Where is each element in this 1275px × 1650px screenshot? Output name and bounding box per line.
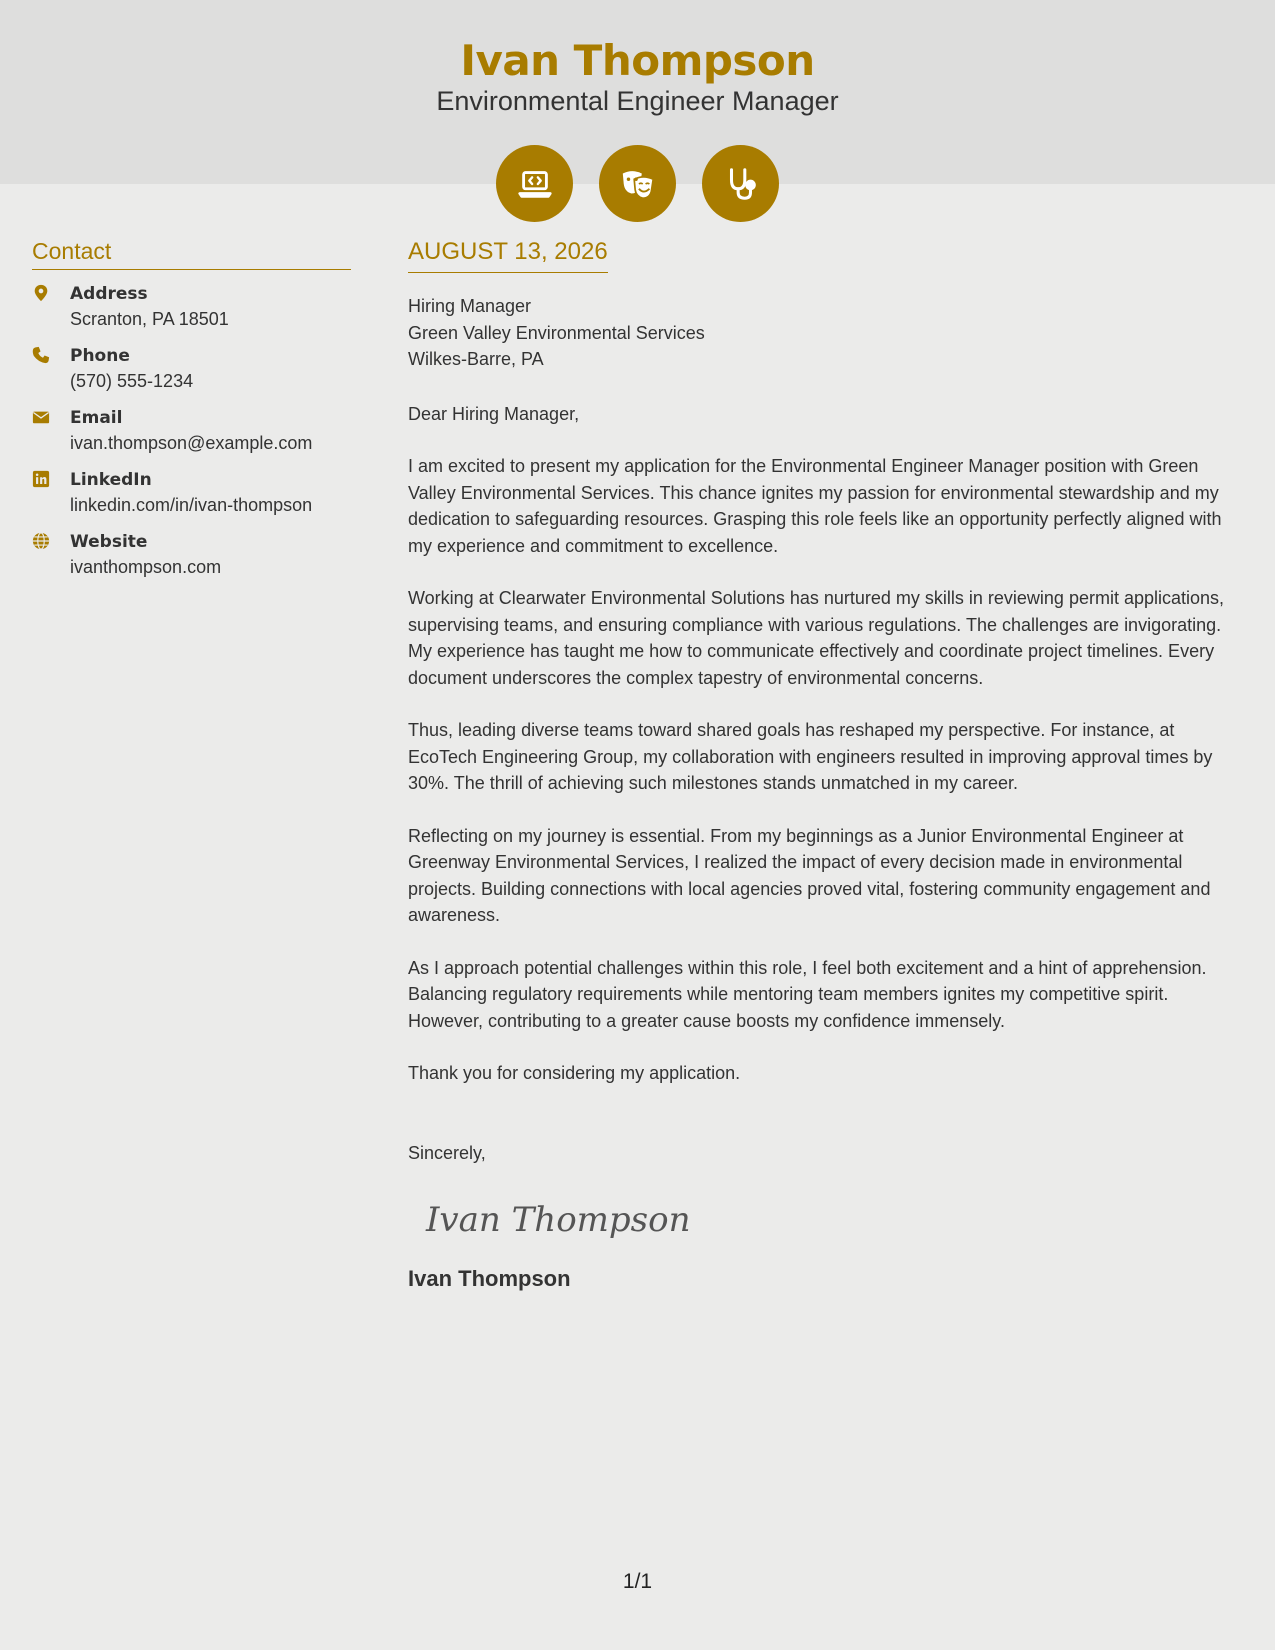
contact-list: [32, 282, 351, 580]
contact-value: Scranton, PA 18501: [70, 309, 229, 329]
signature: Ivan Thompson: [426, 1200, 691, 1240]
phone-icon: [32, 344, 70, 394]
contact-website: [32, 530, 351, 580]
recipient-block: [408, 293, 1248, 373]
paragraph: Thank you for considering my application.: [408, 1063, 741, 1083]
contact-label: LinkedIn: [70, 470, 152, 490]
contact-value: linkedin.com/in/ivan-thompson: [70, 495, 313, 515]
sidebar: [32, 238, 351, 592]
contact-value: ivan.thompson@example.com: [70, 433, 313, 453]
contact-heading: Contact: [32, 238, 351, 270]
contact-label: Phone: [70, 346, 130, 366]
job-title: Environmental Engineer Manager: [436, 86, 839, 116]
recipient-line: Wilkes-Barre, PA: [408, 349, 544, 369]
envelope-icon: [32, 406, 70, 456]
page-number: 1/1: [622, 1570, 653, 1593]
letter-body: [408, 238, 1248, 1292]
linkedin-icon: [32, 468, 70, 518]
recipient-line: Hiring Manager: [408, 296, 532, 316]
paragraph: As I approach potential challenges within this role, I feel both excitement and a hint of apprehension. Balancing regulatory requirements while mentoring team members ignites my competitive spirit. However, contributing to a greater cause boosts my confidence immensely.: [408, 957, 1207, 1031]
contact-linkedin: [32, 468, 351, 518]
salutation: Dear Hiring Manager,: [408, 403, 580, 424]
contact-label: Address: [70, 284, 148, 304]
closing: Sincerely,: [408, 1142, 486, 1163]
paragraph: Reflecting on my journey is essential. From my beginnings as a Junior Environmental Engineer at Greenway Environmental Services, I realized the impact of every decision made in environmental projects. Building connections with local agencies proved vital, fostering community engagement and awareness.: [408, 825, 1211, 925]
theater-masks-icon: [599, 145, 676, 222]
paragraph: I am excited to present my application for the Environmental Engineer Manager position with Green Valley Environmental Services. This chance ignites my passion for environmental stewardship and my dedication to safeguarding resources. Grasping this role feels like an opportunity perfectly aligned with my experience and commitment to excellence.: [408, 456, 1222, 556]
map-marker-icon: [32, 282, 70, 332]
contact-label: Email: [70, 408, 123, 428]
letter-date: AUGUST 13, 2026: [408, 238, 608, 273]
contact-value: (570) 555-1234: [70, 371, 194, 391]
applicant-name: Ivan Thompson: [460, 36, 815, 85]
contact-value: ivanthompson.com: [70, 557, 222, 577]
globe-icon: [32, 530, 70, 580]
paragraph: Working at Clearwater Environmental Solutions has nurtured my skills in reviewing permit applications, supervising teams, and ensuring compliance with various regulations. The challenges are invigorating. My experience has taught me how to communicate effectively and coordinate project timelines. Every document underscores the complex tapestry of environmental concerns.: [408, 588, 1225, 688]
laptop-code-icon: [496, 145, 573, 222]
stethoscope-icon: [702, 145, 779, 222]
recipient-line: Green Valley Environmental Services: [408, 322, 705, 343]
contact-email: [32, 406, 351, 456]
contact-label: Website: [70, 532, 148, 552]
contact-address: [32, 282, 351, 332]
contact-phone: [32, 344, 351, 394]
interest-icons: [0, 145, 1275, 222]
paragraph: Thus, leading diverse teams toward shared goals has reshaped my perspective. For instance, at EcoTech Engineering Group, my collaboration with engineers resulted in improving approval times by 30%. The thrill of achieving such milestones stands unmatched in my career.: [408, 720, 1213, 793]
signer-name: Ivan Thompson: [408, 1266, 571, 1291]
